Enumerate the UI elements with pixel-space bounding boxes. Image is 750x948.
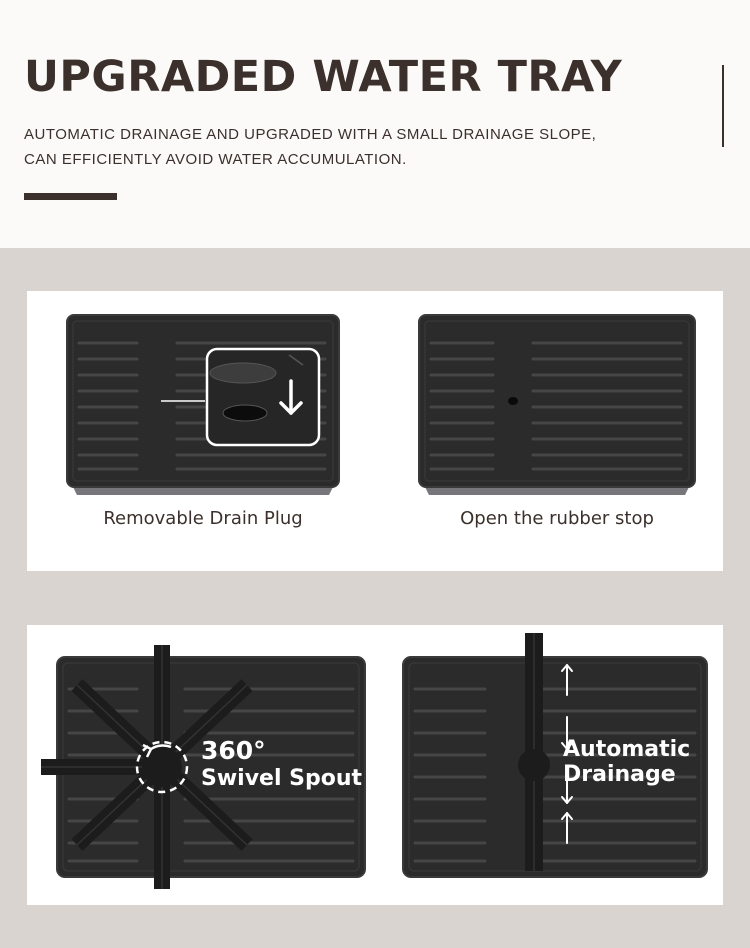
header-divider [722,65,724,147]
drain-plug-callout [205,347,321,447]
automatic-drainage-label [563,737,690,788]
swivel-label-text: Swivel Spout [201,765,363,791]
swivel-degrees-text: 360° [201,736,266,765]
page-title: UPGRADED WATER TRAY [24,52,623,102]
drainage-line-2: Drainage [563,762,676,788]
drainage-line-1: Automatic [563,737,691,762]
subtitle-line-1: AUTOMATIC DRAINAGE AND UPGRADED WITH A SMALL DRAINAGE SLOPE, [24,126,597,143]
arrow-down-icon [279,379,303,417]
page-subtitle [24,122,596,172]
title-underline [24,193,117,200]
spout-drainage-panel [27,625,723,905]
header-section [0,0,750,248]
drain-plug-panel [27,291,723,571]
rubber-stop-caption: Open the rubber stop [460,508,654,529]
swivel-spout-label [201,737,362,791]
subtitle-line-2: CAN EFFICIENTLY AVOID WATER ACCUMULATION. [24,151,407,168]
tray-rubber-stop-image [417,313,697,495]
drain-plug-caption: Removable Drain Plug [103,508,303,529]
